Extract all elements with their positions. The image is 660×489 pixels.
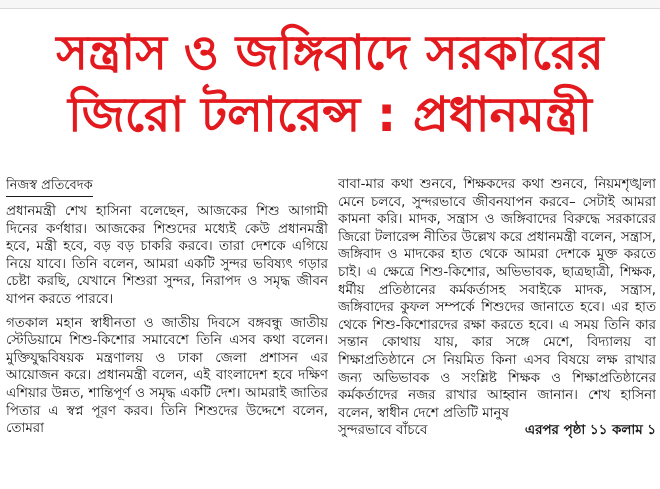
paragraph: প্রধানমন্ত্রী শেখ হাসিনা বলেছেন, আজকের শিশু আগামী দিনের কর্ণধার। আজকের শিশুদের মধ্যেই কেউ প্রধানমন্ত্রী হবে, মন্ত্রী হবে, বড় বড় চাকরি করবে। তারা দেশকে এগিয়ে নিয়ে যাবে। তিনি বলেন, আমরা একটি সুন্দর ভবিষ্যৎ গড়ার চেষ্টা করছি, যেখানে শিশুরা সুন্দর, নিরাপদ ও সমৃদ্ধ জীবন যাপন করতে পারবে। [6,204,328,307]
previous-article-strip [0,0,660,9]
jump-to-page: এরপর পৃষ্ঠা ১১ কলাম ১ [524,423,656,439]
headline-line-2: জিরো টলারেন্স : প্রধানমন্ত্রী [68,87,592,143]
paragraph: গতকাল মহান স্বাধীনতা ও জাতীয় দিবসে বঙ্গবন্ধু জাতীয় স্টেডিয়ামে শিশু-কিশোর সমাবেশে তিনি এসব কথা বলেন। মুক্তিযুদ্ধবিষয়ক মন্ত্রণালয় ও ঢাকা জেলা প্রশাসন এর আয়োজন করে। প্রধানমন্ত্রী বলেন, এই বাংলাদেশ হবে দক্ষিণ এশিয়ার উন্নত, শান্তিপূর্ণ ও সমৃদ্ধ একটি দেশ। আমরাই জাতির পিতার এ স্বপ্ন পূরণ করব। তিনি শিশুদের উদ্দেশে বলেন, তোমরা [6,315,328,437]
last-line-text: সুন্দরভাবে বাঁচবে [338,423,428,439]
headline [0,22,660,146]
right-column [338,176,656,489]
byline: নিজস্ব প্রতিবেদক [6,176,93,197]
headline-line-1: সন্ত্রাস ও জঙ্গিবাদে সরকারের [56,25,604,81]
left-column [6,176,328,489]
continuation-line [338,422,656,440]
paragraph: বাবা-মার কথা শুনবে, শিক্ষকদের কথা শুনবে, নিয়মশৃঙ্খলা মেনে চলবে, সুন্দরভাবে জীবনযাপন করবে– সেটাই আমরা কামনা করি। মাদক, সন্ত্রাস ও জঙ্গিবাদের বিরুদ্ধে সরকারের জিরো টলারেন্স নীতির উল্লেখ করে প্রধানমন্ত্রী বলেন, সন্ত্রাস, জঙ্গিবাদ ও মাদকের হাত থেকে আমরা দেশকে মুক্ত করতে চাই। এ ক্ষেত্রে শিশু-কিশোর, অভিভাবক, ছাত্রছাত্রী, শিক্ষক, ধর্মীয় প্রতিষ্ঠানের কর্মকর্তাসহ সবাইকে মাদক, সন্ত্রাস, জঙ্গিবাদের কুফল সম্পর্কে শিশুদের জানাতে হবে। এর হাত থেকে শিশু-কিশোরদের রক্ষা করতে হবে। এ সময় তিনি কার সন্তান কোথায় যায়, কার সঙ্গে মেশে, বিদ্যালয় বা শিক্ষাপ্রতিষ্ঠানে সে নিয়মিত কিনা এসব বিষয়ে লক্ষ রাখার জন্য অভিভাবক ও সংশ্লিষ্ট শিক্ষক ও শিক্ষাপ্রতিষ্ঠানের কর্মকর্তাদের নজর রাখার আহ্বান জানান। শেখ হাসিনা বলেন, স্বাধীন দেশে প্রতিটি মানুষ [338,177,656,421]
